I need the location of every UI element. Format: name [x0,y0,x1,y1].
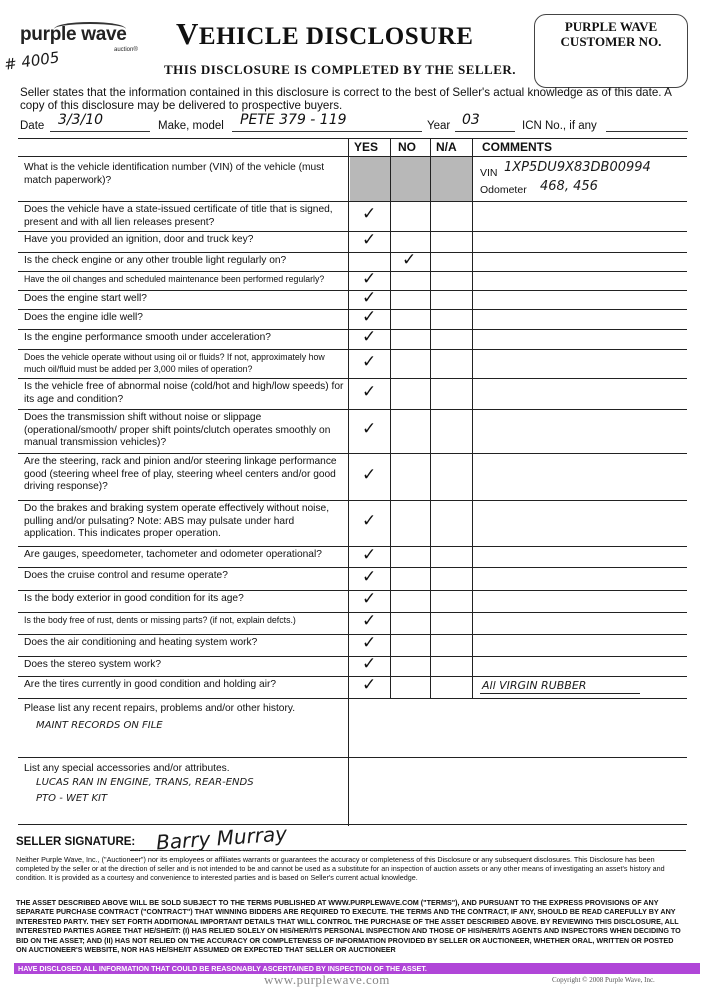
table-row-divider [18,156,687,157]
col-yes: YES [354,140,379,154]
question-text: Are the steering, rack and pinion and/or steering linkage performance good (steering wheel free of play, steering wheel centers and/or good driving response)? [24,456,337,492]
make-label: Make, model [158,120,224,132]
question-text: Does the vehicle operate without using oil or fluids? If not, approximately how much oil/fluid must be added per 3,000 miles of operation? [24,352,325,374]
table-row-divider [18,231,687,232]
handwritten-lot-number: # 4005 [3,48,61,74]
question-text: Does the air conditioning and heating system work? [24,637,258,648]
answer-yes-checkbox[interactable]: ✓ [362,268,377,289]
year-field[interactable]: 03 [462,112,480,128]
copyright: Copyright © 2008 Purple Wave, Inc. [552,976,655,984]
answer-yes-checkbox[interactable]: ✓ [362,654,377,674]
comment-underline [480,693,640,694]
question-text: Are the tires currently in good condition and holding air? [24,679,277,690]
answer-yes-checkbox[interactable]: ✓ [362,675,377,695]
table-row-divider [18,546,687,547]
accessories-field-line1[interactable]: LUCAS RAN IN ENGINE, TRANS, REAR-ENDS [36,777,254,788]
answer-yes-checkbox[interactable]: ✓ [362,544,377,565]
odometer-label: Odometer [480,184,527,196]
question-text: Are gauges, speedometer, tachometer and odometer operational? [24,549,322,560]
table-row-divider [18,271,687,272]
year-label: Year [427,120,451,132]
logo-text: purple wave [20,24,127,45]
date-field[interactable]: 3/3/10 [58,112,104,128]
table-row-divider [18,378,687,379]
table-row-divider [18,252,687,253]
question-text: Is the body exterior in good condition for its age? [24,593,244,604]
answer-no-checkbox[interactable]: ✓ [402,249,417,270]
signature-label: SELLER SIGNATURE: [16,836,136,848]
table-row-divider [18,453,687,454]
disclaimer-text: Neither Purple Wave, Inc., ("Auctioneer") nor its employees or affiliates warrants or guarantees the accuracy or completeness of this Disclosure or any subsequent disclosures. This Disclosure has been completed by the seller or at the direction of seller and is not intended to be and cannot be used as a substitute for an inspection of auction assets or any other means of investigating an asset's history and condition. It is provided as a courtesy and convenience to interested parties and is based on Seller's current actual knowledge. [16,855,665,882]
question-text: Is the engine performance smooth under acceleration? [24,332,271,343]
terms-last-line: HAVE DISCLOSED ALL INFORMATION THAT COULD BE REASONABLY ASCERTAINED BY INSPECTION OF THE ASSET. [18,964,427,973]
table-row-divider [18,656,687,657]
table-row-divider [18,824,687,825]
page-title [176,16,473,52]
answer-yes-checkbox[interactable]: ✓ [362,464,377,485]
answer-yes-checkbox[interactable]: ✓ [362,287,377,308]
logo-sub: auction® [114,47,138,53]
answer-yes-checkbox[interactable]: ✓ [362,229,377,250]
question-text: Have you provided an ignition, door and truck key? [24,234,254,245]
table-row-divider [18,567,687,568]
table-row-divider [18,349,687,350]
make-model-field[interactable]: PETE 379 - 119 [240,112,347,128]
vin-label: VIN [480,167,498,179]
title-initial: V [176,16,199,51]
title-rest: EHICLE DISCLOSURE [198,23,474,50]
question-text: Does the stereo system work? [24,659,162,670]
question-text: Does the engine start well? [24,293,147,304]
footer-url: www.purplewave.com [264,972,390,987]
answer-yes-checkbox[interactable]: ✓ [362,633,377,653]
repairs-label: Please list any recent repairs, problems and/or other history. [24,703,296,714]
table-column-divider [390,138,391,698]
terms-text: THE ASSET DESCRIBED ABOVE WILL BE SOLD SUBJECT TO THE TERMS PUBLISHED AT WWW.PURPLEWAVE.COM ("TERMS"), AND PURSUANT TO THE EXPRESS PROVISIONS OF ANY SEPARATE PURCHASE CONTRACT ("CONTRACT") THAT WINNING BIDDERS ARE REQUIRED TO EXECUTE. THE TERMS AND THE CONTRACT, IF ANY, SHOULD BE READ CAREFULLY BY ANY INTERESTED PARTY. THEY SET FORTH ADDITIONAL IMPORTANT DETAILS THAT WILL CONTROL THE PURCHASE OF THE ASSET DESCRIBED ABOVE. BY REVIEWING THIS DISCLOSURE, ALL INTERESTED PARTIES AGREE THAT HE/SHE/IT: (I) HAS RELIED SOLELY ON HIS/HER/ITS PERSONAL INSPECTION AND THOSE OF HIS/HER/ITS AGENTS AND INSPECTORS WHEN DECIDING TO BID ON THE ASSET; AND (II) HAS NOT RELIED ON THE ACCURACY OR COMPLETENESS OF INFORMATION PROVIDED BY SELLER OR AUCTIONEER, WHETHER ORAL, WRITTEN OR POSTED ON AUCTIONEER'S WEBSITE, NOR HAS HE/SHE/IT ASSUMED OR EXPECTED THAT SELLER OR AUCTIONEER [16,898,681,955]
date-line [50,131,150,132]
table-row-divider [18,201,687,202]
table-row-divider [18,500,687,501]
question-text: Does the transmission shift without noise or slippage (operational/smooth/ proper shift points/clutch operates smoothly on manual transmission vehicles)? [24,412,331,448]
customer-number-box [534,14,688,88]
table-row-divider [18,612,687,613]
question-text: Does the cruise control and resume operate? [24,570,228,581]
table-row-divider [18,290,687,291]
table-row-divider [18,409,687,410]
col-no: NO [398,140,416,154]
question-text: Does the engine idle well? [24,312,143,323]
customer-line1: PURPLE WAVE [564,19,658,34]
question-text: Have the oil changes and scheduled maintenance been performed regularly? [24,274,325,284]
make-line [232,131,422,132]
answer-yes-checkbox[interactable]: ✓ [362,566,377,587]
question-text: Is the vehicle free of abnormal noise (cold/hot and high/low speeds) for its age and condition? [24,381,344,405]
icn-label: ICN No., if any [522,120,597,132]
date-label: Date [20,120,45,132]
answer-yes-checkbox[interactable]: ✓ [362,511,377,531]
table-row-divider [18,329,687,330]
table-row-divider [18,634,687,635]
col-comments: COMMENTS [482,140,552,154]
question-text: Do the brakes and braking system operate effectively without noise, pulling and/or pulsating? Note: ABS may pulsate under hard application. This indicates proper operation. [24,503,330,539]
question-text: Is the body free of rust, dents or missing parts? (if not, explain defcts.) [24,615,296,625]
answer-yes-checkbox[interactable]: ✓ [362,611,377,631]
page-subtitle: THIS DISCLOSURE IS COMPLETED BY THE SELLER. [164,62,517,77]
col-na: N/A [436,140,457,154]
answer-yes-checkbox[interactable]: ✓ [362,307,377,327]
vin-field[interactable]: 1XP5DU9X83DB00994 [504,160,651,175]
table-row-divider [18,698,687,699]
answer-yes-checkbox[interactable]: ✓ [362,419,377,439]
table-row-divider [18,309,687,310]
table-column-divider [348,138,349,826]
answer-yes-checkbox[interactable]: ✓ [362,204,377,224]
table-row-divider [18,757,687,758]
icn-line [606,131,688,132]
question-text: Is the check engine or any other trouble light regularly on? [24,255,287,266]
answer-yes-checkbox[interactable]: ✓ [362,381,377,402]
table-row-divider [18,590,687,591]
table-column-divider [472,138,473,698]
question-text: Does the vehicle have a state-issued certificate of title that is signed, present and with all lien releases present? [24,204,333,228]
vin-question: What is the vehicle identification number (VIN) of the vehicle (must match paperwork)? [24,162,325,186]
table-row-divider [18,138,687,139]
seller-signature[interactable]: Barry Murray [155,821,288,855]
answer-yes-checkbox[interactable]: ✓ [362,589,377,609]
answer-yes-checkbox[interactable]: ✓ [362,351,377,372]
answer-yes-checkbox[interactable]: ✓ [362,327,377,347]
accessories-field-line2[interactable]: PTO - WET KIT [36,793,108,804]
purple-wave-logo [16,16,156,56]
comment-field[interactable]: All VIRGIN RUBBER [482,679,587,692]
accessories-label: List any special accessories and/or attributes. [24,763,230,774]
table-row-divider [18,676,687,677]
customer-line2: CUSTOMER NO. [560,34,662,49]
table-column-divider [430,138,431,698]
year-line [455,131,515,132]
intro-statement: Seller states that the information contained in this disclosure is correct to the best of Seller's actual knowledge as of this date. A copy of this disclosure may be delivered to prospective buyers. [20,86,672,112]
odometer-field[interactable]: 468, 456 [540,179,598,194]
repairs-field[interactable]: MAINT RECORDS ON FILE [36,720,163,731]
